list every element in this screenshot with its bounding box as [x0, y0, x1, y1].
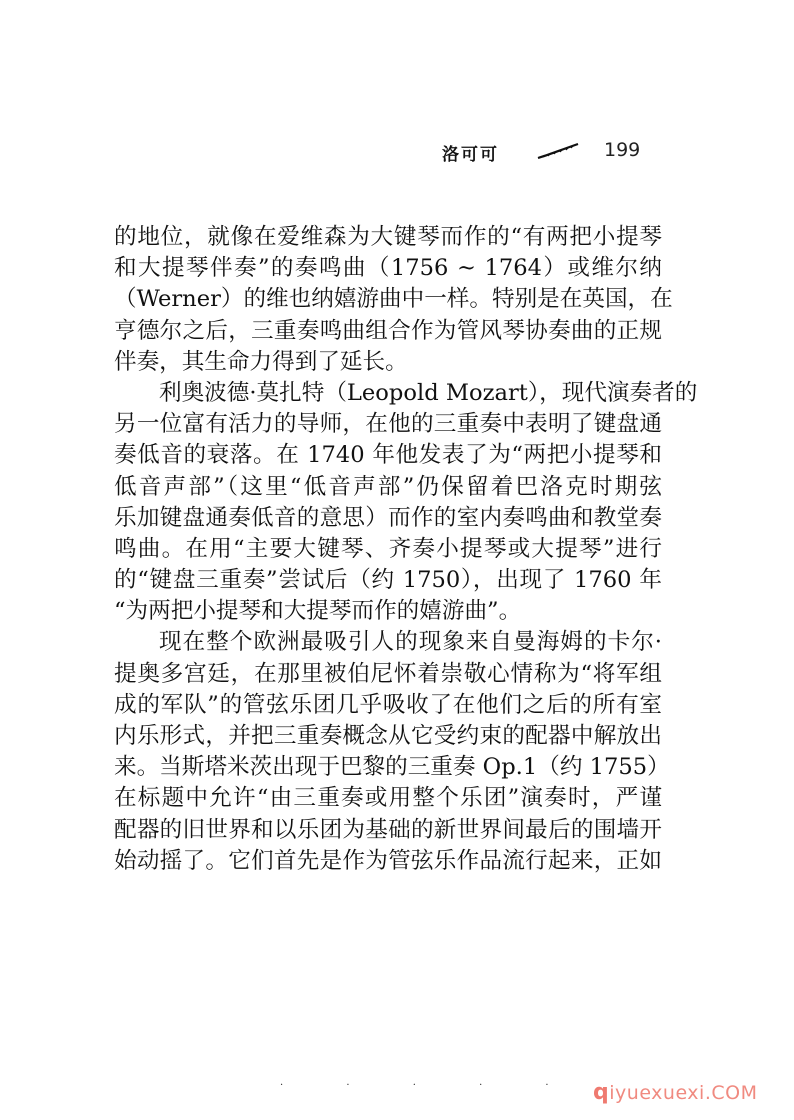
quill-flourish-icon — [536, 142, 580, 160]
text-line: 来。当斯塔米茨出现于巴黎的三重奏 Op.1（约 1755） — [114, 754, 670, 781]
text-line: 的地位，就像在爱维森为大键琴而作的“有两把小提琴 — [114, 224, 662, 250]
text-line: 现在整个欧洲最吸引人的现象来自曼海姆的卡尔· — [159, 629, 662, 656]
text-line: 亨德尔之后，三重奏鸣曲组合作为管风琴协奏曲的正规 — [114, 317, 662, 344]
text-line: 配器的旧世界和以乐团为基础的新世界间最后的围墙开 — [114, 816, 662, 843]
text-line: 低音声部”（这里“低音声部”仍保留着巴洛克时期弦 — [114, 473, 662, 500]
text-line: 内乐形式，并把三重奏概念从它受约束的配器中解放出 — [114, 723, 662, 749]
text-line: 利奥波德·莫扎特（Leopold Mozart），现代演奏者的 — [159, 379, 698, 406]
watermark — [593, 1080, 758, 1105]
text-line: 始动摇了。它们首先是作为管弦乐作品流行起来，正如 — [114, 847, 662, 874]
scan-artifact-dots: · · · · · — [280, 1080, 579, 1091]
watermark-q: q — [593, 1080, 610, 1105]
text-line: 鸣曲。在用“主要大键琴、齐奏小提琴或大提琴”进行 — [114, 535, 662, 562]
running-header — [442, 138, 672, 168]
text-line: 另一位富有活力的导师，在他的三重奏中表明了键盘通 — [114, 411, 662, 438]
text-line: 在标题中允许“由三重奏或用整个乐团”演奏时，严谨 — [114, 785, 662, 812]
text-line: “为两把小提琴和大提琴而作的嬉游曲”。 — [114, 598, 522, 625]
text-line: 成的军队”的管弦乐团几乎吸收了在他们之后的所有室 — [114, 691, 662, 718]
watermark-text: iyuexuexi.COM — [609, 1082, 758, 1104]
text-line: 提奥多宫廷，在那里被伯尼怀着崇敬心情称为“将军组 — [114, 660, 662, 687]
text-line: 和大提琴伴奏”的奏鸣曲（1756 ~ 1764）或维尔纳 — [114, 255, 662, 282]
text-line: 奏低音的衰落。在 1740 年他发表了为“两把小提琴和 — [114, 442, 662, 469]
body-text — [114, 222, 698, 877]
text-line: （Werner）的维也纳嬉游曲中一样。特别是在英国，在 — [114, 286, 673, 313]
page-number: 199 — [604, 139, 641, 161]
text-line: 的“键盘三重奏”尝试后（约 1750），出现了 1760 年 — [114, 567, 662, 594]
text-line: 乐加键盘通奏低音的意思）而作的室内奏鸣曲和教堂奏 — [114, 504, 662, 531]
running-title: 洛可可 — [442, 145, 499, 165]
text-line: 伴奏，其生命力得到了延长。 — [114, 348, 408, 375]
